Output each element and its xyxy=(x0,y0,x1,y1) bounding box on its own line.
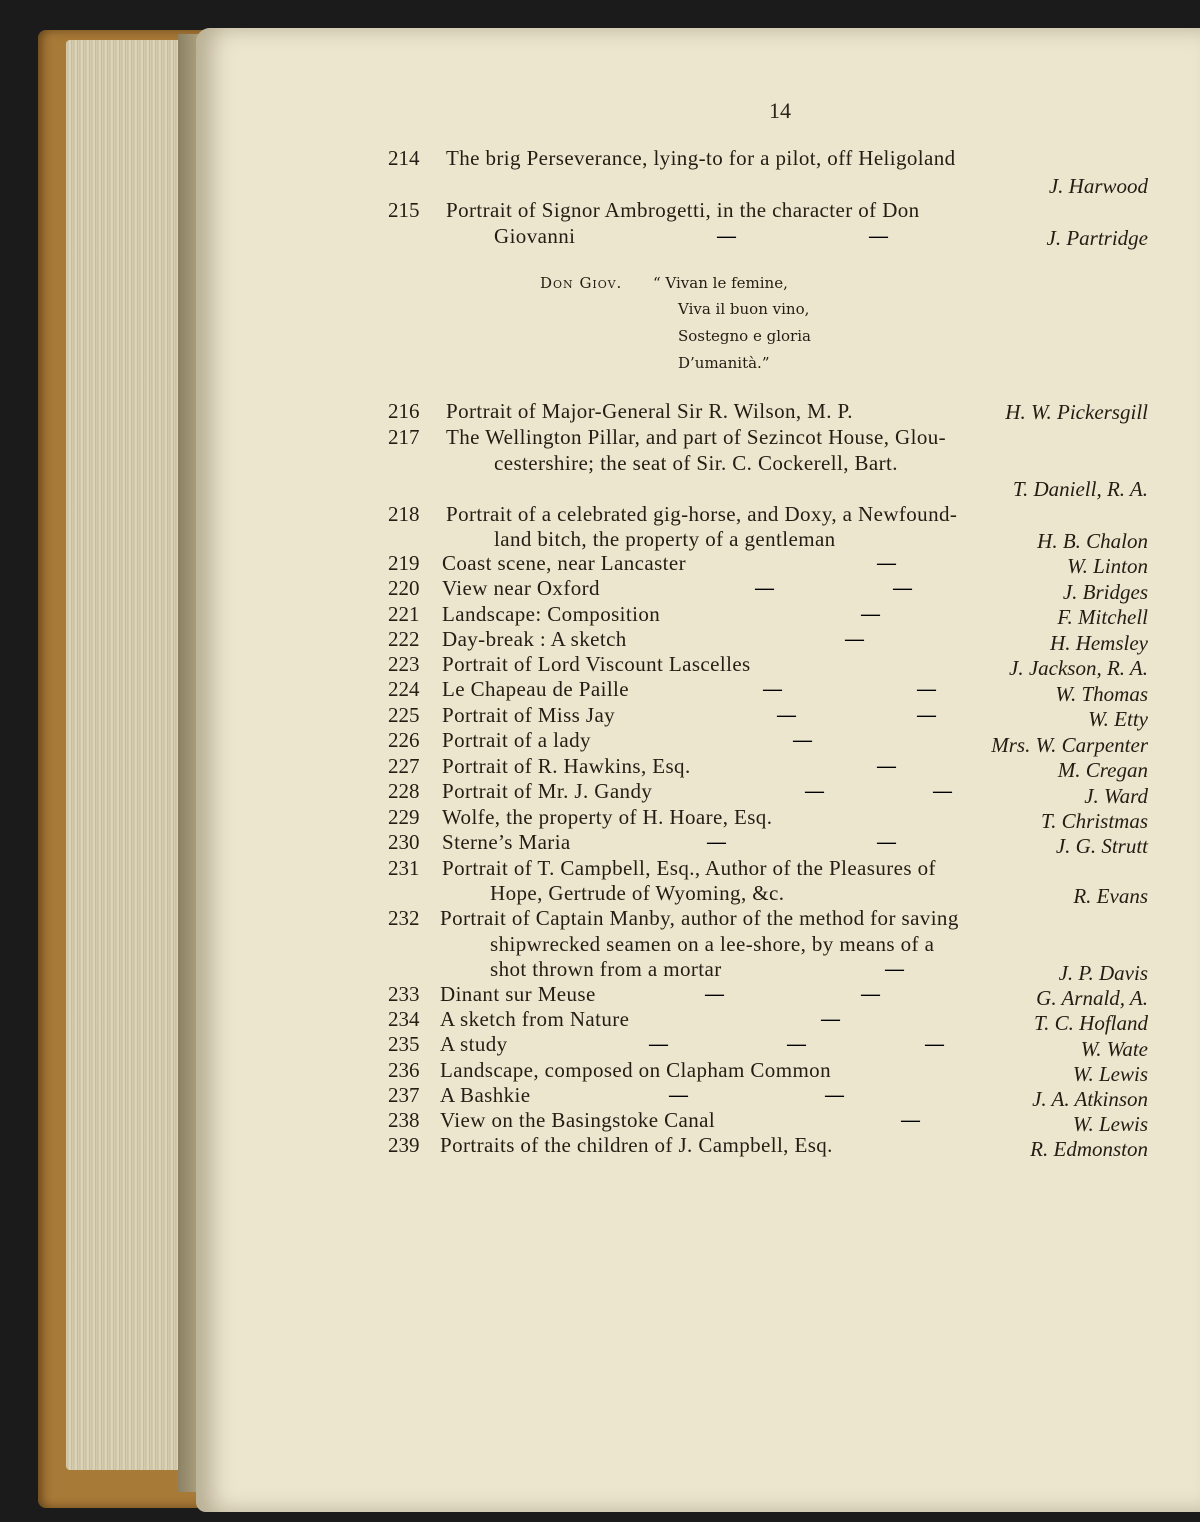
entry-title-continued: shot thrown from a mortar xyxy=(490,957,722,981)
dash-leader: — xyxy=(932,779,953,803)
dash-leader: — xyxy=(754,576,775,600)
entry-artist: W. Lewis xyxy=(1072,1112,1148,1136)
entry-title: Portrait of Major-General Sir R. Wilson, M. P. xyxy=(446,399,853,423)
dash-leader: — xyxy=(876,551,897,575)
verse-line: “ Vivan le femine, xyxy=(653,274,788,292)
entry-artist: T. C. Hofland xyxy=(1034,1011,1148,1035)
entry-artist: H. Hemsley xyxy=(1050,631,1148,655)
entry-number: 228 xyxy=(388,779,420,803)
entry-title: The Wellington Pillar, and part of Sezincot House, Glou- xyxy=(446,425,947,449)
entry-artist: J. Harwood xyxy=(1048,174,1148,198)
entry-number: 236 xyxy=(388,1058,420,1082)
entry-title: Portrait of a celebrated gig-horse, and Doxy, a Newfound- xyxy=(446,502,958,526)
dash-leader: — xyxy=(716,224,737,248)
entry-number: 224 xyxy=(388,677,420,701)
entry-title: Landscape, composed on Clapham Common xyxy=(440,1058,831,1082)
entry-title: Wolfe, the property of H. Hoare, Esq. xyxy=(442,805,773,829)
dash-leader: — xyxy=(844,627,865,651)
entry-title-continued: land bitch, the property of a gentleman xyxy=(494,527,836,551)
entry-title: Portrait of Lord Viscount Lascelles xyxy=(442,652,751,676)
dash-leader: — xyxy=(824,1083,845,1107)
entry-title: Dinant sur Meuse xyxy=(440,982,596,1006)
entry-title: Portrait of R. Hawkins, Esq. xyxy=(442,754,691,778)
entry-artist: G. Arnald, A. xyxy=(1036,986,1148,1010)
entry-title: Coast scene, near Lancaster xyxy=(442,551,687,575)
entry-artist: J. Bridges xyxy=(1062,580,1148,604)
entry-artist: H. W. Pickersgill xyxy=(1005,400,1148,424)
entry-number: 227 xyxy=(388,754,420,778)
entry-artist: J. Ward xyxy=(1084,784,1148,808)
verse-line: D’umanità.” xyxy=(678,354,770,372)
entry-artist: F. Mitchell xyxy=(1057,605,1148,629)
entry-artist: J. Partridge xyxy=(1046,226,1148,250)
dash-leader: — xyxy=(804,779,825,803)
entry-artist: R. Edmonston xyxy=(1030,1137,1148,1161)
entry-number: 214 xyxy=(388,146,420,170)
entry-artist: J. Jackson, R. A. xyxy=(1009,656,1148,680)
entry-number: 218 xyxy=(388,502,420,526)
entry-artist: W. Lewis xyxy=(1072,1062,1148,1086)
entry-title: Sterne’s Maria xyxy=(442,830,571,854)
dash-leader: — xyxy=(762,677,783,701)
dash-leader: — xyxy=(776,703,797,727)
verse-line: Viva il buon vino, xyxy=(678,300,810,318)
dash-leader: — xyxy=(648,1032,669,1056)
page-number: 14 xyxy=(769,98,791,123)
entry-artist: W. Linton xyxy=(1067,554,1148,578)
entry-number: 229 xyxy=(388,805,420,829)
entry-title: Portrait of Captain Manby, author of the method for saving xyxy=(440,906,959,930)
dash-leader: — xyxy=(786,1032,807,1056)
entry-number: 230 xyxy=(388,830,420,854)
dash-leader: — xyxy=(668,1083,689,1107)
entry-number: 217 xyxy=(388,425,420,449)
entry-title: Portrait of Miss Jay xyxy=(442,703,616,727)
entry-title: Day-break : A sketch xyxy=(442,627,627,651)
entry-number: 225 xyxy=(388,703,420,727)
entry-number: 235 xyxy=(388,1032,420,1056)
entry-number: 222 xyxy=(388,627,420,651)
entry-artist: T. Daniell, R. A. xyxy=(1012,477,1148,501)
entry-title-continued: shipwrecked seamen on a lee-shore, by means of a xyxy=(490,932,935,956)
entry-number: 221 xyxy=(388,602,420,626)
entry-number: 219 xyxy=(388,551,420,575)
dash-leader: — xyxy=(924,1032,945,1056)
entry-number: 237 xyxy=(388,1083,420,1107)
entry-title: A Bashkie xyxy=(440,1083,531,1107)
entry-title: A study xyxy=(440,1032,508,1056)
entry-number: 239 xyxy=(388,1133,420,1157)
entry-title: A sketch from Nature xyxy=(440,1007,630,1031)
entry-number: 238 xyxy=(388,1108,420,1132)
entry-number: 233 xyxy=(388,982,420,1006)
entry-artist: H. B. Chalon xyxy=(1037,529,1148,553)
entry-number: 216 xyxy=(388,399,420,423)
dash-leader: — xyxy=(868,224,889,248)
entry-title: Portrait of T. Campbell, Esq., Author of the Pleasures of xyxy=(442,856,936,880)
entry-title-continued: cestershire; the seat of Sir. C. Cockerell, Bart. xyxy=(494,451,898,475)
dash-leader: — xyxy=(860,982,881,1006)
entry-artist: T. Christmas xyxy=(1041,809,1148,833)
entry-number: 215 xyxy=(388,198,420,222)
dash-leader: — xyxy=(876,754,897,778)
entry-title: Le Chapeau de Paille xyxy=(442,677,630,701)
entry-title: Portrait of Signor Ambrogetti, in the character of Don xyxy=(446,198,920,222)
entry-number: 234 xyxy=(388,1007,420,1031)
entry-artist: J. A. Atkinson xyxy=(1032,1087,1148,1111)
entry-title: Landscape: Composition xyxy=(442,602,661,626)
entry-title-continued: Giovanni xyxy=(494,224,576,248)
entry-title-continued: Hope, Gertrude of Wyoming, &c. xyxy=(490,881,785,905)
entry-artist: W. Etty xyxy=(1088,707,1148,731)
entry-artist: J. P. Davis xyxy=(1058,961,1148,985)
entry-artist: R. Evans xyxy=(1073,884,1148,908)
verse-line: Sostegno e gloria xyxy=(678,327,811,345)
entry-artist: Mrs. W. Carpenter xyxy=(991,733,1148,757)
dash-leader: — xyxy=(884,957,905,981)
entry-number: 232 xyxy=(388,906,420,930)
entry-title: Portraits of the children of J. Campbell, Esq. xyxy=(440,1133,833,1157)
verse-speaker: Don Giov. xyxy=(540,274,623,292)
entry-number: 231 xyxy=(388,856,420,880)
dash-leader: — xyxy=(792,728,813,752)
entry-title: Portrait of Mr. J. Gandy xyxy=(442,779,653,803)
dash-leader: — xyxy=(706,830,727,854)
page-edges xyxy=(66,40,190,1470)
dash-leader: — xyxy=(916,677,937,701)
dash-leader: — xyxy=(900,1108,921,1132)
dash-leader: — xyxy=(916,703,937,727)
entry-artist: W. Thomas xyxy=(1055,682,1148,706)
dash-leader: — xyxy=(704,982,725,1006)
entry-title: View near Oxford xyxy=(442,576,600,600)
entry-number: 220 xyxy=(388,576,420,600)
entry-title: The brig Perseverance, lying-to for a pilot, off Heligoland xyxy=(446,146,956,170)
entry-title: Portrait of a lady xyxy=(442,728,591,752)
entry-number: 226 xyxy=(388,728,420,752)
entry-title: View on the Basingstoke Canal xyxy=(440,1108,716,1132)
dash-leader: — xyxy=(876,830,897,854)
entry-number: 223 xyxy=(388,652,420,676)
entry-artist: M. Cregan xyxy=(1057,758,1148,782)
dash-leader: — xyxy=(892,576,913,600)
dash-leader: — xyxy=(860,602,881,626)
dash-leader: — xyxy=(820,1007,841,1031)
entry-artist: W. Wate xyxy=(1080,1037,1148,1061)
entry-artist: J. G. Strutt xyxy=(1055,834,1148,858)
